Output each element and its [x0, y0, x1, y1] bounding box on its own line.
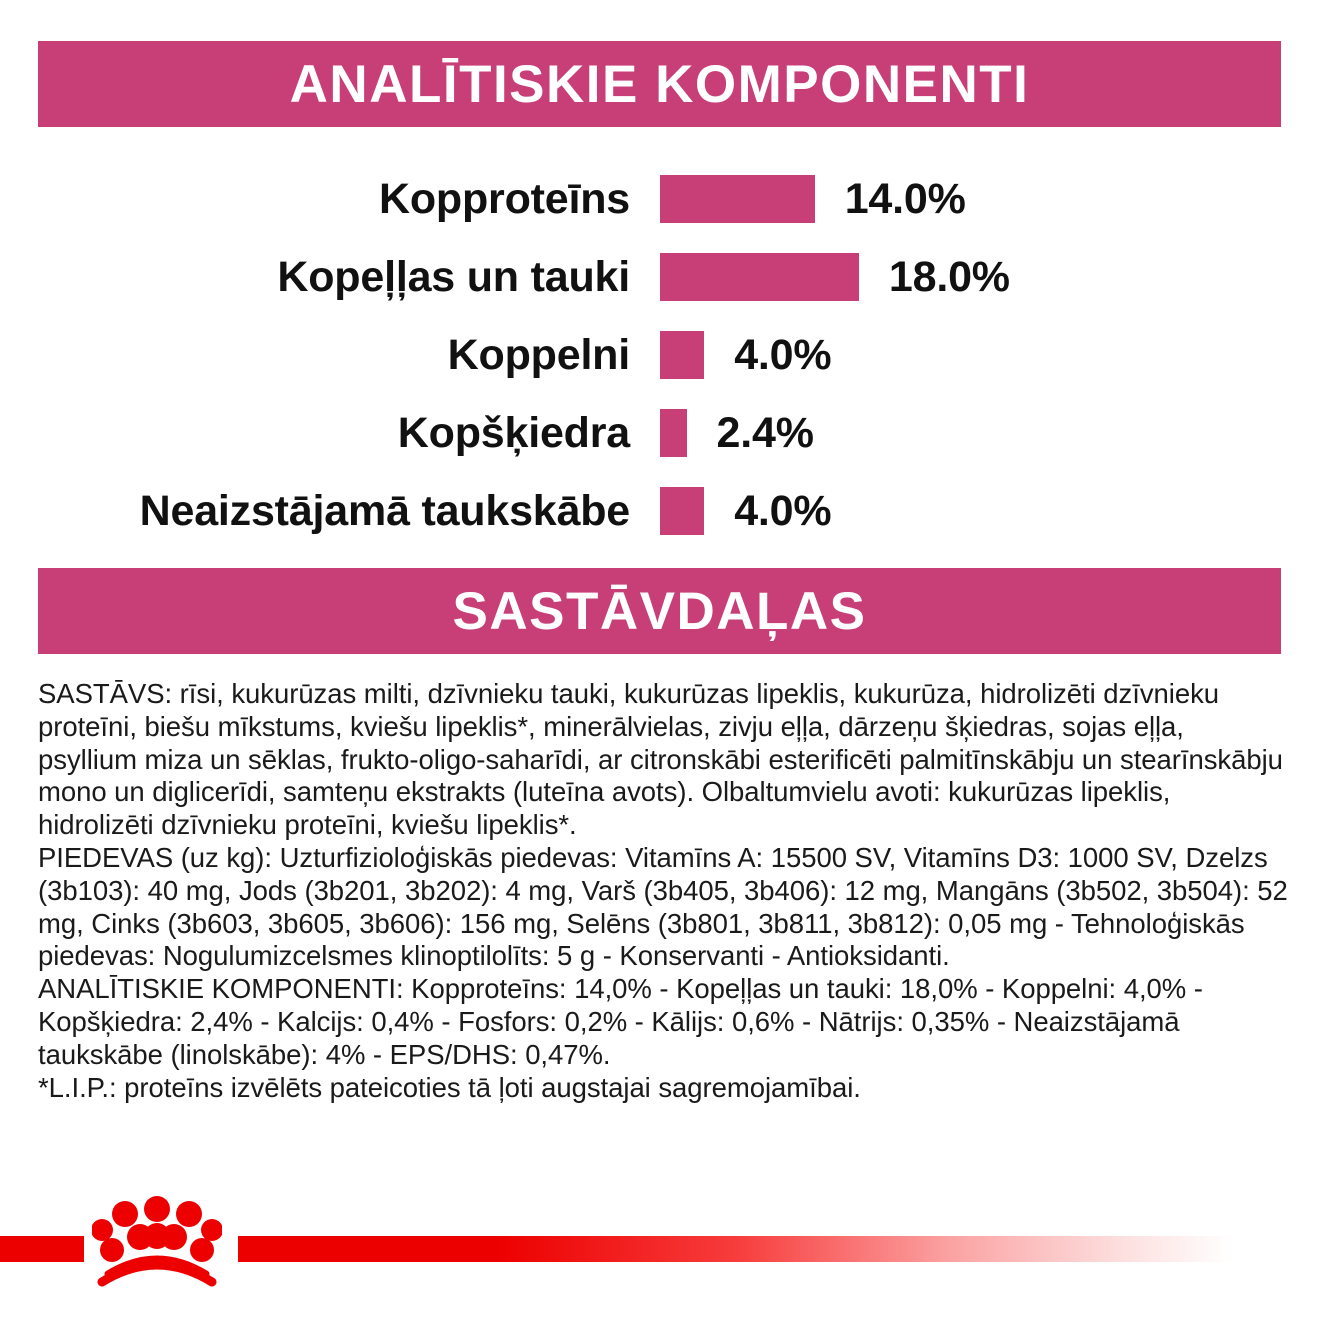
analytical-paragraph: ANALĪTISKIE KOMPONENTI: Kopproteīns: 14,0% - Kopeļļas un tauki: 18,0% - Koppelni: 4,0% - Kopšķiedra: 2,4% - Kalcijs: 0,4% - Fosfors: 0,2% - Kālijs: 0,6% - Nātrijs: 0,35% - Neaizstājamā taukskābe (linolskābe): 4% - EPS/DHS: 0,47%. — [38, 973, 1203, 1070]
chart-value-label: 2.4% — [716, 408, 814, 457]
chart-row-label: Kopšķiedra — [397, 408, 630, 457]
chart-row — [0, 238, 1320, 316]
footer-brand-band — [0, 1236, 1320, 1262]
chart-row-label: Kopproteīns — [378, 174, 630, 223]
chart-row-label: Koppelni — [447, 330, 630, 379]
royal-canin-crown-icon — [92, 1192, 222, 1288]
ingredients-title: SASTĀVDAĻAS — [452, 581, 867, 641]
additives-paragraph: PIEDEVAS (uz kg): Uzturfizioloģiskās piedevas: Vitamīns A: 15500 SV, Vitamīns D3: 1000 SV, Dzelzs (3b103): 40 mg, Jods (3b201, 3b202): 4 mg, Varš (3b405, 3b406): 12 mg, Mangāns (3b502, 3b504): 52 mg, Cinks (3b603, 3b605, 3b606): 156 mg, Selēns (3b801, 3b811, 3b812): 0,05 mg - Tehnoloģiskās piedevas: Nogulumizcelsmes klinoptilolīts: 5 g - Konservanti - Antioksidanti. — [38, 841, 1288, 972]
chart-value-label: 14.0% — [844, 174, 966, 223]
chart-row — [0, 160, 1320, 238]
lip-footnote: *L.I.P.: proteīns izvēlēts pateicoties tā ļoti augstajai sagremojamībai. — [38, 1071, 861, 1103]
chart-bar — [660, 487, 704, 535]
chart-row — [0, 316, 1320, 394]
analytical-components-title: ANALĪTISKIE KOMPONENTI — [289, 54, 1030, 114]
analytical-components-header — [38, 41, 1281, 127]
chart-row — [0, 472, 1320, 550]
chart-bar-wrap — [660, 253, 1320, 302]
chart-bar — [660, 175, 815, 223]
chart-value-label: 4.0% — [734, 330, 832, 379]
chart-row — [0, 394, 1320, 472]
footer-rule-right — [238, 1236, 1320, 1262]
chart-value-label: 4.0% — [734, 486, 832, 535]
chart-bar — [660, 409, 687, 457]
chart-bar-wrap — [660, 487, 1320, 536]
ingredients-header — [38, 568, 1281, 654]
footer-rule-left — [0, 1236, 84, 1262]
chart-bar-wrap — [660, 331, 1320, 380]
chart-row-label: Neaizstājamā taukskābe — [139, 486, 630, 535]
chart-row-label: Kopeļļas un tauki — [277, 252, 630, 301]
chart-bar-wrap — [660, 175, 1320, 224]
ingredients-body — [38, 678, 1288, 1104]
analytical-components-chart — [0, 160, 1320, 550]
chart-bar-wrap — [660, 409, 1320, 458]
chart-bar — [660, 253, 859, 301]
chart-bar — [660, 331, 704, 379]
chart-value-label: 18.0% — [888, 252, 1010, 301]
composition-paragraph: SASTĀVS: rīsi, kukurūzas milti, dzīvnieku tauki, kukurūzas lipeklis, kukurūza, hidrolizēti dzīvnieku proteīni, biešu mīkstums, kviešu lipeklis*, minerālvielas, zivju eļļa, dārzeņu šķiedras, sojas eļļa, psyllium miza un sēklas, frukto-oligo-saharīdi, ar citronskābi esterificēti palmitīnskābju un stearīnskābju mono un diglicerīdi, samteņu ekstrakts (luteīna avots). Olbaltumvielu avoti: kukurūzas lipeklis, hidrolizēti dzīvnieku proteīni, kviešu lipeklis*. — [38, 678, 1283, 841]
